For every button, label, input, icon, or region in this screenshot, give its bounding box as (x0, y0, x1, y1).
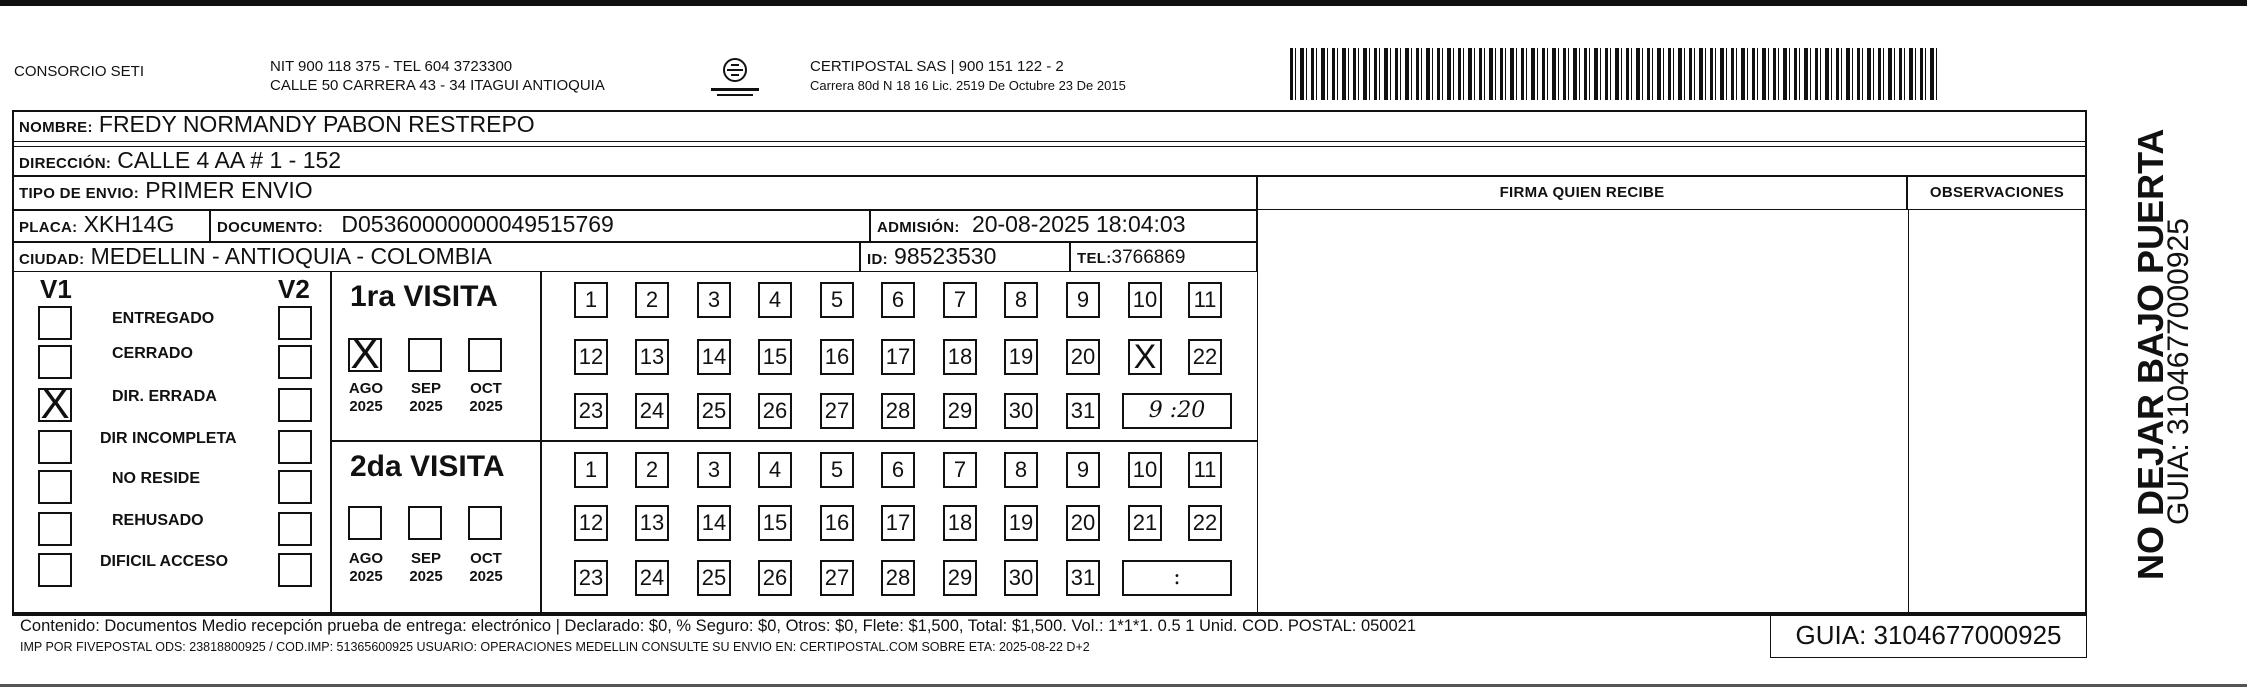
ciudad-cell: CIUDAD: MEDELLIN - ANTIOQUIA - COLOMBIA (12, 242, 860, 272)
status-v1-checkbox[interactable] (38, 345, 72, 379)
status-v1-checkbox[interactable] (38, 512, 72, 546)
license-line: Carrera 80d N 18 16 Lic. 2519 De Octubre 23 De 2015 (810, 78, 1126, 93)
month-name: OCT (470, 380, 502, 397)
placa-value: XKH14G (83, 211, 175, 237)
month-checkbox[interactable] (468, 338, 502, 372)
company-name: CONSORCIO SETI (14, 63, 145, 80)
day-box[interactable]: 12 (574, 505, 608, 541)
day-box[interactable]: 28 (881, 393, 915, 429)
certipostal-logo-icon (705, 56, 765, 100)
day-box[interactable]: 3 (697, 282, 731, 318)
month-name: OCT (470, 550, 502, 567)
second-visit-title: 2da VISITA (350, 450, 505, 483)
nit-line: NIT 900 118 375 - TEL 604 3723300 (270, 58, 513, 75)
month-checkbox[interactable] (408, 338, 442, 372)
day-box[interactable]: X (1128, 339, 1162, 375)
direccion-label: DIRECCIÓN: (19, 155, 112, 172)
day-box[interactable]: 14 (697, 339, 731, 375)
firma-area (1257, 210, 1909, 612)
admision-cell: ADMISIÓN: 20-08-2025 18:04:03 (870, 210, 1257, 242)
nombre-value: FREDY NORMANDY PABON RESTREPO (98, 111, 535, 137)
status-label: DIR INCOMPLETA (100, 430, 237, 447)
month-year: 2025 (349, 568, 383, 585)
side-guia: GUIA: 3104677000925 (2162, 218, 2195, 525)
status-v1-checkbox[interactable] (38, 379, 72, 428)
imp-text: IMP POR FIVEPOSTAL ODS: 23818800925 / COD.IMP: 51365600925 USUARIO: OPERACIONES MEDELLIN CONSULTE SU ENVIO EN: CERTIPOSTAL.COM SOBRE ETA: 2025-08-22 D+2 (20, 640, 1090, 654)
tipo-label: TIPO DE ENVIO: (19, 185, 140, 202)
documento-value: D05360000000049515769 (341, 211, 614, 237)
visit-split (332, 440, 1257, 442)
month-checkbox[interactable] (408, 506, 442, 540)
day-box[interactable]: 14 (697, 505, 731, 541)
tipo-row (12, 176, 1257, 210)
day-box[interactable]: 30 (1004, 560, 1038, 596)
month-label (400, 550, 452, 586)
status-v2-checkbox[interactable] (278, 306, 312, 340)
status-v1-checkbox[interactable] (38, 553, 72, 587)
day-box[interactable]: 7 (943, 452, 977, 488)
day-box[interactable]: 16 (820, 505, 854, 541)
day-box[interactable]: 27 (820, 393, 854, 429)
day-box[interactable]: 9 (1066, 282, 1100, 318)
status-v1-checkbox[interactable] (38, 470, 72, 504)
v1-label: V1 (40, 274, 72, 304)
day-box[interactable]: 13 (635, 505, 669, 541)
month-label (340, 550, 392, 586)
status-label: DIR. ERRADA (112, 388, 217, 405)
day-box[interactable]: 9 (1066, 452, 1100, 488)
month-checkbox[interactable] (468, 506, 502, 540)
nombre-label: NOMBRE: (19, 119, 93, 136)
day-box[interactable]: 17 (881, 505, 915, 541)
v2-label: V2 (278, 274, 310, 304)
day-box[interactable]: 12 (574, 339, 608, 375)
day-box[interactable]: 15 (758, 505, 792, 541)
status-v2-checkbox[interactable] (278, 388, 312, 422)
top-edge (0, 0, 2247, 6)
no-dejar-warning: NO DEJAR BAJO PUERTA (2130, 128, 2171, 580)
check-x-mark: X (40, 379, 70, 428)
status-label: REHUSADO (112, 512, 204, 529)
tipo-value: PRIMER ENVIO (145, 177, 313, 203)
month-name: AGO (348, 550, 384, 567)
placa-cell: PLACA: XKH14G (12, 210, 210, 242)
status-v1-checkbox[interactable] (38, 430, 72, 464)
day-box[interactable]: 21 (1128, 505, 1162, 541)
documento-cell: DOCUMENTO: D05360000000049515769 (210, 210, 870, 242)
day-box[interactable]: 28 (881, 560, 915, 596)
status-label: DIFICIL ACCESO (100, 553, 229, 570)
barcode (1290, 48, 1940, 100)
day-box[interactable]: 30 (1004, 393, 1038, 429)
status-v2-checkbox[interactable] (278, 345, 312, 379)
id-value: 98523530 (894, 243, 997, 269)
day-box[interactable]: 29 (943, 393, 977, 429)
day-box[interactable]: 1 (574, 282, 608, 318)
status-v1-checkbox[interactable] (38, 306, 72, 340)
day-box[interactable]: 29 (943, 560, 977, 596)
day-box[interactable]: 23 (574, 560, 608, 596)
day-box[interactable]: 10 (1128, 282, 1162, 318)
month-label (400, 380, 452, 416)
day-box[interactable]: 18 (943, 505, 977, 541)
status-label: CERRADO (112, 345, 193, 362)
month-year: 2025 (409, 398, 443, 415)
day-box[interactable]: 4 (758, 452, 792, 488)
day-box[interactable]: 25 (697, 393, 731, 429)
day-box[interactable]: 1 (574, 452, 608, 488)
month-year: 2025 (409, 568, 443, 585)
day-box[interactable]: 23 (574, 393, 608, 429)
status-label: ENTREGADO (112, 310, 215, 327)
status-v2-checkbox[interactable] (278, 470, 312, 504)
id-cell: ID: 98523530 (860, 242, 1070, 272)
month-checkbox[interactable] (348, 329, 382, 378)
status-divider (330, 272, 332, 612)
day-box[interactable]: 20 (1066, 505, 1100, 541)
tel-value: 3766869 (1111, 247, 1186, 268)
month-checkbox[interactable] (348, 506, 382, 540)
day-box[interactable]: 6 (881, 282, 915, 318)
firma-header: FIRMA QUIEN RECIBE (1257, 176, 1907, 210)
day-box[interactable]: 27 (820, 560, 854, 596)
day-box[interactable]: 7 (943, 282, 977, 318)
day-box[interactable]: 26 (758, 393, 792, 429)
day-box[interactable]: 17 (881, 339, 915, 375)
day-box[interactable]: 18 (943, 339, 977, 375)
day-box[interactable]: 16 (820, 339, 854, 375)
month-year: 2025 (349, 398, 383, 415)
day-box[interactable]: 11 (1188, 282, 1222, 318)
day-box[interactable]: 4 (758, 282, 792, 318)
nombre-row (12, 110, 2087, 142)
first-visit-title: 1ra VISITA (350, 280, 498, 313)
month-label (340, 380, 392, 416)
day-box[interactable]: 26 (758, 560, 792, 596)
month-year: 2025 (469, 398, 503, 415)
month-name: SEP (410, 380, 441, 397)
month-label (460, 550, 512, 586)
direccion-row (12, 146, 2087, 176)
tel-cell: TEL:3766869 (1070, 242, 1257, 272)
day-box[interactable]: 24 (635, 393, 669, 429)
month-name: AGO (348, 380, 384, 397)
day-box[interactable]: 2 (635, 452, 669, 488)
address-line: CALLE 50 CARRERA 43 - 34 ITAGUI ANTIOQUIA (270, 77, 605, 94)
day-box[interactable]: 19 (1004, 339, 1038, 375)
bottom-edge (0, 684, 2247, 687)
day-box[interactable]: 13 (635, 339, 669, 375)
month-label (460, 380, 512, 416)
status-v2-checkbox[interactable] (278, 512, 312, 546)
day-box[interactable]: 24 (635, 560, 669, 596)
day-box[interactable]: 6 (881, 452, 915, 488)
day-box[interactable]: 3 (697, 452, 731, 488)
day-box[interactable]: 8 (1004, 452, 1038, 488)
direccion-value: CALLE 4 AA # 1 - 152 (117, 147, 342, 173)
contenido-text: Contenido: Documentos Medio recepción prueba de entrega: electrónico | Declarado: $0, % Seguro: $0, Otros: $0, Flete: $1,500, Total: $1,500. Vol.: 1*1*1. 0.5 1 Unid. COD. POSTAL: 050021 (20, 617, 1417, 635)
status-label: NO RESIDE (112, 470, 201, 487)
time-box[interactable]: 9 :20 (1122, 393, 1232, 429)
day-box[interactable]: 25 (697, 560, 731, 596)
day-box[interactable]: 15 (758, 339, 792, 375)
day-box[interactable]: 11 (1188, 452, 1222, 488)
day-box[interactable]: 2 (635, 282, 669, 318)
time-box[interactable]: : (1122, 560, 1232, 596)
status-v2-checkbox[interactable] (278, 553, 312, 587)
day-box[interactable]: 20 (1066, 339, 1100, 375)
day-box[interactable]: 31 (1066, 560, 1100, 596)
visit-divider (540, 272, 542, 612)
admision-value: 20-08-2025 18:04:03 (971, 211, 1186, 237)
day-box[interactable]: 19 (1004, 505, 1038, 541)
day-box[interactable]: 31 (1066, 393, 1100, 429)
day-box[interactable]: 5 (820, 282, 854, 318)
day-box[interactable]: 5 (820, 452, 854, 488)
ciudad-value: MEDELLIN - ANTIOQUIA - COLOMBIA (90, 243, 492, 269)
day-box[interactable]: 22 (1188, 505, 1222, 541)
day-box[interactable]: 8 (1004, 282, 1038, 318)
day-box[interactable]: 10 (1128, 452, 1162, 488)
month-name: SEP (410, 550, 441, 567)
guia-box: GUIA: 3104677000925 (1770, 614, 2087, 658)
status-v2-checkbox[interactable] (278, 430, 312, 464)
operator-line: CERTIPOSTAL SAS | 900 151 122 - 2 (810, 58, 1064, 75)
month-year: 2025 (469, 568, 503, 585)
day-box[interactable]: 22 (1188, 339, 1222, 375)
check-x-mark: X (350, 329, 380, 378)
observaciones-header: OBSERVACIONES (1907, 176, 2087, 210)
